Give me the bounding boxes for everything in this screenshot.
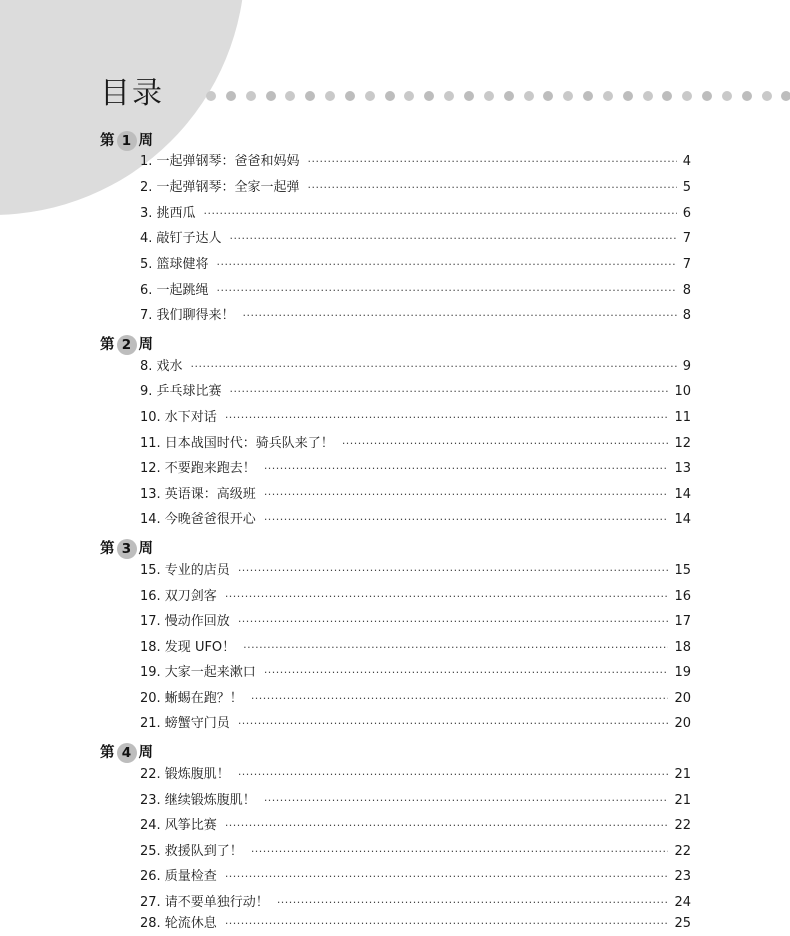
- toc-entry[interactable]: [140, 561, 691, 581]
- toc-entry[interactable]: [140, 281, 691, 301]
- week-number-badge: 4: [117, 743, 137, 763]
- toc-entry-page: 20: [674, 716, 691, 731]
- toc-entry-page: 4: [682, 154, 691, 169]
- toc-entry-title: 14. 今晚爸爸很开心: [140, 512, 256, 527]
- toc-entry[interactable]: [140, 791, 691, 811]
- toc-entry[interactable]: [140, 842, 691, 862]
- dot-leader: [225, 587, 669, 607]
- dot-leader: [238, 765, 669, 785]
- dot-leader: [251, 689, 669, 709]
- toc-entry-page: 17: [674, 614, 691, 629]
- toc-entry-page: 7: [682, 231, 691, 246]
- toc-entry-title: 17. 慢动作回放: [140, 614, 230, 629]
- dot-leader: [264, 791, 669, 811]
- toc-entry[interactable]: [140, 510, 691, 530]
- toc-entry-title: 20. 蜥蜴在跑？！: [140, 691, 243, 706]
- toc-entry-title: 16. 双刀剑客: [140, 589, 217, 604]
- toc-entry[interactable]: [140, 816, 691, 836]
- week-suffix: 周: [138, 745, 153, 761]
- dot-leader: [277, 893, 669, 913]
- week-prefix: 第: [100, 745, 115, 761]
- toc-entry-page: 15: [674, 563, 691, 578]
- dot-leader: [204, 204, 677, 224]
- toc-entry-page: 10: [674, 384, 691, 399]
- toc-entry[interactable]: [140, 689, 691, 709]
- toc-entry-title: 21. 螃蟹守门员: [140, 716, 230, 731]
- toc-entry[interactable]: [140, 612, 691, 632]
- toc-entry-page: 22: [674, 844, 691, 859]
- toc-entry-title: 22. 锻炼腹肌！: [140, 767, 230, 782]
- toc-entry-page: 13: [674, 461, 691, 476]
- dot-leader: [217, 255, 677, 275]
- toc-entry-page: 11: [674, 410, 691, 425]
- toc-entry[interactable]: [140, 638, 691, 658]
- week-heading-3: [100, 538, 153, 560]
- dot-leader: [264, 663, 669, 683]
- toc-entry-page: 23: [674, 869, 691, 884]
- dot-leader: [238, 612, 669, 632]
- toc-entry-title: 6. 一起跳绳: [140, 283, 209, 298]
- toc-entry-title: 3. 挑西瓜: [140, 206, 196, 221]
- toc-entry[interactable]: [140, 306, 691, 326]
- dot-leader: [308, 152, 677, 172]
- week-number-badge: 1: [117, 131, 137, 151]
- toc-entry[interactable]: [140, 357, 691, 377]
- dot-leader: [225, 408, 669, 428]
- toc-entry-title: 12. 不要跑来跑去！: [140, 461, 256, 476]
- toc-entry-page: 19: [674, 665, 691, 680]
- toc-entry-title: 19. 大家一起来漱口: [140, 665, 256, 680]
- dot-leader: [230, 229, 677, 249]
- toc-entry-title: 1. 一起弹钢琴：爸爸和妈妈: [140, 154, 300, 169]
- week-number-badge: 2: [117, 335, 137, 355]
- toc-entry[interactable]: [140, 408, 691, 428]
- toc-entry-page: 8: [682, 283, 691, 298]
- dot-leader: [264, 485, 669, 505]
- toc-entry[interactable]: [140, 152, 691, 172]
- toc-entry-page: 21: [674, 793, 691, 808]
- toc-entry-title: 24. 风筝比赛: [140, 818, 217, 833]
- toc-entry-page: 18: [674, 640, 691, 655]
- toc-entry-page: 25: [674, 916, 691, 931]
- week-prefix: 第: [100, 337, 115, 353]
- week-number-badge: 3: [117, 539, 137, 559]
- toc-entry-page: 7: [682, 257, 691, 272]
- toc-entry-page: 14: [674, 487, 691, 502]
- toc-entry-page: 16: [674, 589, 691, 604]
- toc-entry-title: 9. 乒乓球比赛: [140, 384, 222, 399]
- toc-entry[interactable]: [140, 867, 691, 887]
- toc-entry[interactable]: [140, 893, 691, 913]
- dot-leader: [225, 816, 669, 836]
- dot-leader: [264, 510, 669, 530]
- toc-entry[interactable]: [140, 382, 691, 402]
- dot-leader: [238, 561, 669, 581]
- week-prefix: 第: [100, 541, 115, 557]
- toc-entry-title: 7. 我们聊得来！: [140, 308, 235, 323]
- dot-leader: [225, 914, 669, 934]
- toc-entry[interactable]: [140, 204, 691, 224]
- dot-leader: [238, 714, 669, 734]
- toc-entry-title: 5. 篮球健将: [140, 257, 209, 272]
- toc-entry-page: 20: [674, 691, 691, 706]
- week-suffix: 周: [138, 133, 153, 149]
- dotted-divider: [206, 91, 790, 101]
- page-title: 目录: [100, 76, 164, 111]
- toc-entry[interactable]: [140, 587, 691, 607]
- week-suffix: 周: [138, 337, 153, 353]
- toc-entry-title: 18. 发现 UFO！: [140, 640, 236, 655]
- week-prefix: 第: [100, 133, 115, 149]
- toc-entry-title: 11. 日本战国时代：骑兵队来了！: [140, 436, 334, 451]
- toc-entry-page: 6: [682, 206, 691, 221]
- toc-entry[interactable]: [140, 459, 691, 479]
- toc-entry-title: 13. 英语课：高级班: [140, 487, 256, 502]
- toc-entry-title: 10. 水下对话: [140, 410, 217, 425]
- toc-entry-title: 15. 专业的店员: [140, 563, 230, 578]
- toc-entry[interactable]: [140, 255, 691, 275]
- toc-entry-page: 22: [674, 818, 691, 833]
- toc-entry-title: 4. 敲钉子达人: [140, 231, 222, 246]
- toc-entry[interactable]: [140, 765, 691, 785]
- toc-entry-page: 14: [674, 512, 691, 527]
- toc-entry-page: 24: [674, 895, 691, 910]
- toc-entry-page: 9: [682, 359, 691, 374]
- dot-leader: [230, 382, 669, 402]
- week-suffix: 周: [138, 541, 153, 557]
- week-heading-1: [100, 130, 153, 152]
- dot-leader: [191, 357, 677, 377]
- week-heading-4: [100, 742, 153, 764]
- toc-entry-title: 25. 救援队到了！: [140, 844, 243, 859]
- toc-entry[interactable]: [140, 178, 691, 198]
- toc-entry-page: 21: [674, 767, 691, 782]
- toc-entry[interactable]: [140, 663, 691, 683]
- dot-leader: [243, 638, 668, 658]
- dot-leader: [243, 306, 677, 326]
- toc-entry[interactable]: [140, 714, 691, 734]
- toc-entry-title: 23. 继续锻炼腹肌！: [140, 793, 256, 808]
- dot-leader: [264, 459, 669, 479]
- toc-entry-title: 28. 轮流休息: [140, 916, 217, 931]
- toc-entry[interactable]: [140, 434, 691, 454]
- dot-leader: [251, 842, 669, 862]
- toc-entry-title: 27. 请不要单独行动！: [140, 895, 269, 910]
- toc-entry[interactable]: [140, 485, 691, 505]
- toc-entry-title: 2. 一起弹钢琴：全家一起弹: [140, 180, 300, 195]
- toc-entry[interactable]: [140, 914, 691, 934]
- toc-entry-page: 5: [682, 180, 691, 195]
- toc-entry-title: 26. 质量检查: [140, 869, 217, 884]
- toc-entry[interactable]: [140, 229, 691, 249]
- week-heading-2: [100, 334, 153, 356]
- dot-leader: [308, 178, 677, 198]
- toc-entry-page: 8: [682, 308, 691, 323]
- dot-leader: [342, 434, 669, 454]
- dot-leader: [217, 281, 677, 301]
- toc-entry-title: 8. 戏水: [140, 359, 183, 374]
- toc-entry-page: 12: [674, 436, 691, 451]
- dot-leader: [225, 867, 669, 887]
